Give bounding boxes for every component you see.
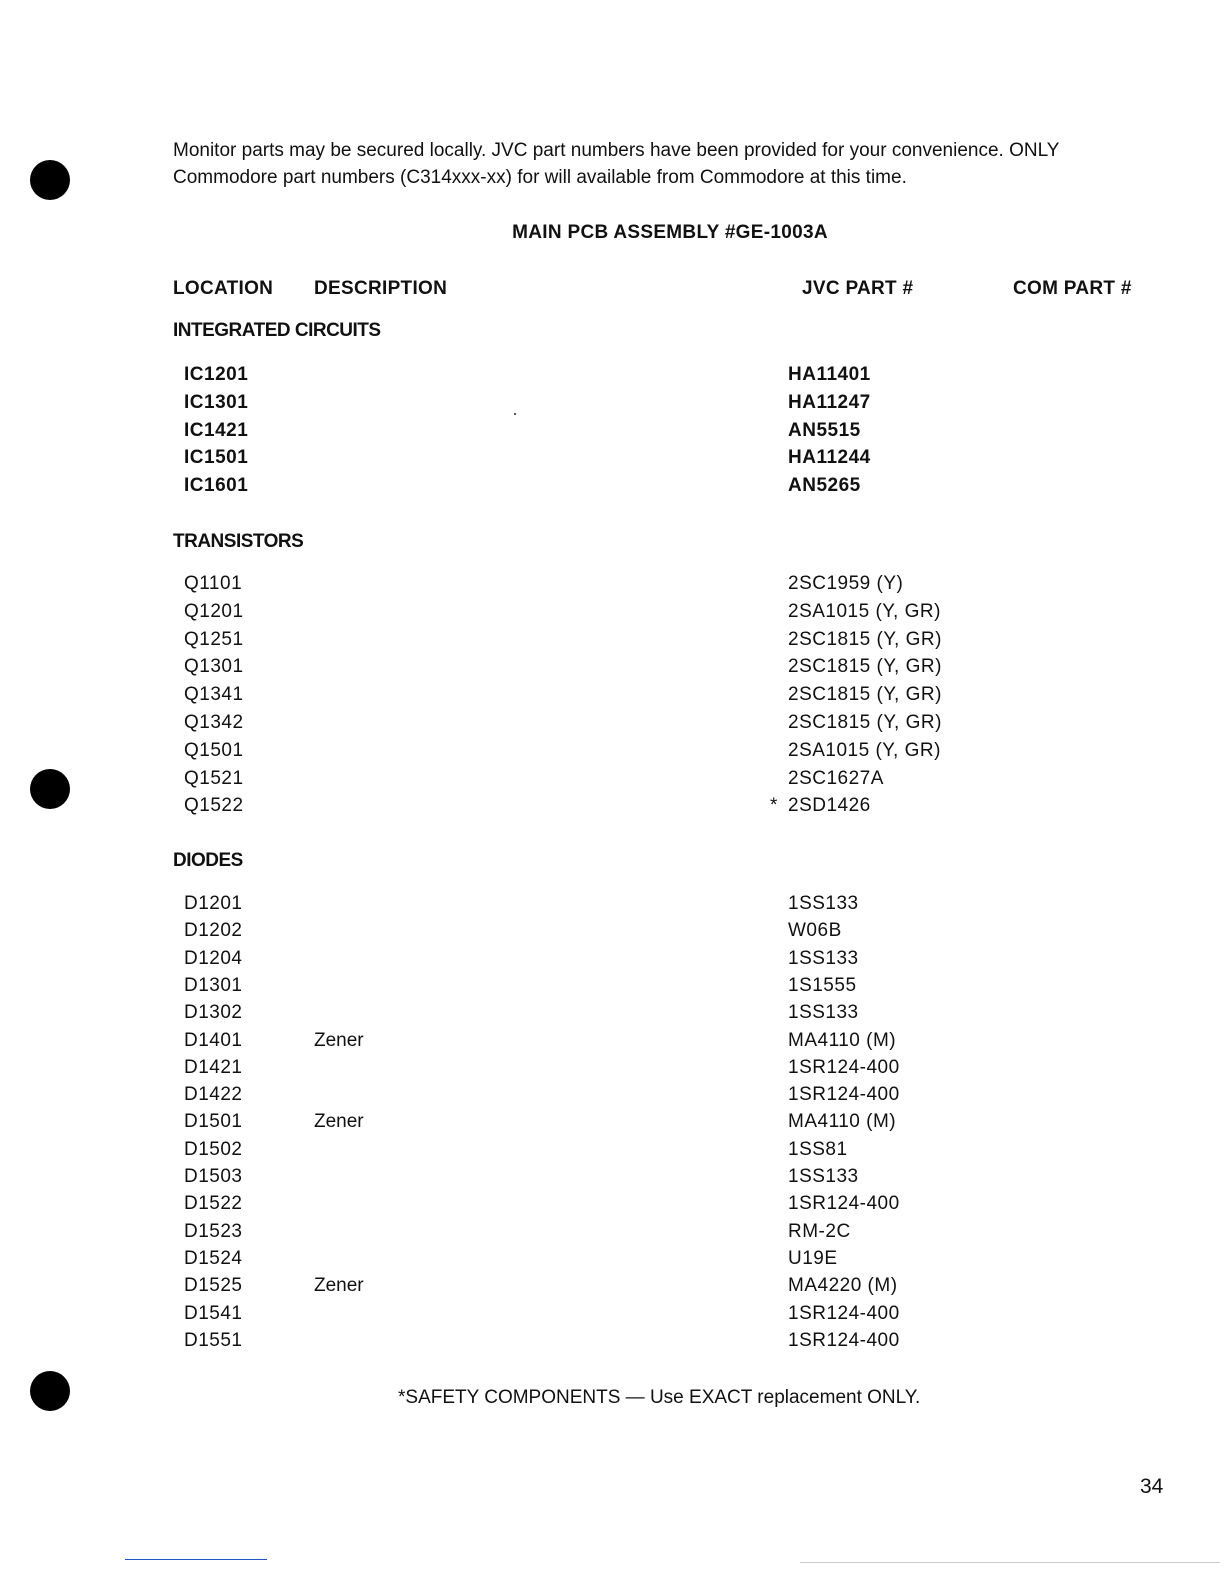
location-cell: Q1301 xyxy=(184,656,244,678)
location-cell: IC1201 xyxy=(184,364,249,385)
jvc-part-cell: AN5515 xyxy=(788,419,861,441)
location-cell: Q1521 xyxy=(184,767,244,789)
table-row xyxy=(0,1166,1224,1193)
jvc-part-cell: 2SC1815 (Y, GR) xyxy=(788,712,942,733)
jvc-part-cell: 2SA1015 (Y, GR) xyxy=(788,739,941,761)
jvc-part-cell: 2SC1815 (Y, GR) xyxy=(788,628,942,650)
jvc-part-cell: W06B xyxy=(788,920,842,942)
location-cell: D1503 xyxy=(184,1166,243,1187)
description-cell: Zener xyxy=(314,1111,364,1133)
table-row xyxy=(0,684,1224,711)
jvc-part-cell: 1SR124-400 xyxy=(788,1193,900,1215)
jvc-part-cell: 2SC1627A xyxy=(788,767,884,789)
jvc-part-cell: 2SC1815 (Y, GR) xyxy=(788,656,942,678)
description-cell: Zener xyxy=(314,1275,364,1297)
table-row xyxy=(0,601,1224,628)
table-row xyxy=(0,1330,1224,1357)
location-cell: Q1522 xyxy=(184,795,244,817)
jvc-part-cell: HA11247 xyxy=(788,391,871,413)
table-row xyxy=(0,573,1224,600)
jvc-part-cell: HA11244 xyxy=(788,447,871,469)
jvc-part-cell: 1SR124-400 xyxy=(788,1056,900,1078)
table-row xyxy=(0,795,1224,822)
section-heading-diodes: DIODES xyxy=(173,850,243,871)
location-cell: D1302 xyxy=(184,1002,243,1024)
location-cell: D1541 xyxy=(184,1302,243,1324)
table-row xyxy=(0,1303,1224,1330)
location-cell: D1422 xyxy=(184,1084,243,1106)
location-cell: IC1601 xyxy=(184,475,249,497)
jvc-part-cell: AN5265 xyxy=(788,475,861,497)
location-cell: D1421 xyxy=(184,1056,243,1078)
jvc-part-cell: 1SS133 xyxy=(788,893,859,914)
jvc-part-cell: MA4110 (M) xyxy=(788,1029,897,1051)
location-cell: D1202 xyxy=(184,920,243,942)
jvc-part-cell: MA4220 (M) xyxy=(788,1275,898,1297)
section-heading-transistors: TRANSISTORS xyxy=(173,531,304,552)
table-row xyxy=(0,1139,1224,1166)
table-row xyxy=(0,629,1224,656)
description-cell: Zener xyxy=(314,1029,364,1051)
table-row xyxy=(0,447,1224,474)
location-cell: D1204 xyxy=(184,947,243,969)
location-cell: D1551 xyxy=(184,1329,243,1351)
location-cell: Q1201 xyxy=(184,600,244,622)
jvc-part-cell: 1SS133 xyxy=(788,1002,859,1024)
jvc-part-cell: 1SR124-400 xyxy=(788,1084,900,1106)
table-row xyxy=(0,392,1224,419)
location-cell: IC1301 xyxy=(184,391,249,413)
jvc-part-cell: 2SA1015 (Y, GR) xyxy=(788,600,941,622)
page-title: MAIN PCB ASSEMBLY #GE-1003A xyxy=(512,222,828,243)
location-cell: D1525 xyxy=(184,1275,243,1297)
location-cell: Q1101 xyxy=(184,573,243,594)
table-row xyxy=(0,712,1224,739)
jvc-part-cell: RM-2C xyxy=(788,1220,851,1242)
location-cell: D1401 xyxy=(184,1029,243,1051)
table-row xyxy=(0,1057,1224,1084)
jvc-part-cell: HA11401 xyxy=(788,364,871,385)
table-row xyxy=(0,740,1224,767)
location-cell: D1524 xyxy=(184,1247,243,1269)
table-row xyxy=(0,1275,1224,1302)
table-row xyxy=(0,1030,1224,1057)
table-row xyxy=(0,475,1224,502)
header-location: LOCATION xyxy=(173,278,274,299)
table-row xyxy=(0,975,1224,1002)
location-cell: D1301 xyxy=(184,974,243,996)
location-cell: Q1341 xyxy=(184,684,244,706)
location-cell: D1201 xyxy=(184,893,243,914)
header-com-part: COM PART # xyxy=(1013,278,1132,299)
location-cell: IC1421 xyxy=(184,419,249,441)
jvc-part-cell: 1SR124-400 xyxy=(788,1302,900,1324)
jvc-part-cell: 2SD1426 xyxy=(788,795,871,817)
jvc-part-cell: 1SS81 xyxy=(788,1138,848,1160)
jvc-part-cell: 1SR124-400 xyxy=(788,1329,900,1351)
jvc-part-cell: 1SS133 xyxy=(788,1166,859,1187)
table-row xyxy=(0,893,1224,920)
jvc-part-cell: MA4110 (M) xyxy=(788,1111,897,1133)
location-cell: IC1501 xyxy=(184,447,249,469)
page-number: 34 xyxy=(1140,1475,1164,1498)
jvc-part-cell: 1SS133 xyxy=(788,947,859,969)
jvc-part-cell: 2SC1815 (Y, GR) xyxy=(788,684,942,706)
intro-paragraph: Monitor parts may be secured locally. JVC part numbers have been provided for your convenience. ONLY Commodore part numbers (C314xxx-xx) for will available from Commodore at this time. xyxy=(173,140,1060,188)
table-row xyxy=(0,364,1224,391)
table-row xyxy=(0,1193,1224,1220)
jvc-part-cell: 2SC1959 (Y) xyxy=(788,573,904,594)
table-row xyxy=(0,948,1224,975)
location-cell: Q1251 xyxy=(184,628,244,650)
bottom-rule-left xyxy=(125,1559,267,1560)
jvc-part-cell: 1S1555 xyxy=(788,974,857,996)
bottom-rule-right xyxy=(800,1562,1220,1563)
table-row xyxy=(0,420,1224,447)
table-row xyxy=(0,768,1224,795)
location-cell: D1523 xyxy=(184,1220,243,1242)
table-row xyxy=(0,1221,1224,1248)
location-cell: D1522 xyxy=(184,1193,243,1215)
header-description: DESCRIPTION xyxy=(314,278,448,299)
location-cell: Q1501 xyxy=(184,739,244,761)
safety-footnote: *SAFETY COMPONENTS — Use EXACT replacement ONLY. xyxy=(398,1387,921,1408)
header-jvc-part: JVC PART # xyxy=(802,278,914,299)
table-row xyxy=(0,920,1224,947)
section-heading-integrated-circuits: INTEGRATED CIRCUITS xyxy=(173,320,381,341)
table-row xyxy=(0,1248,1224,1275)
binder-hole-bottom xyxy=(30,1371,70,1411)
location-cell: Q1342 xyxy=(184,712,244,733)
safety-marker: * xyxy=(770,795,778,817)
location-cell: D1502 xyxy=(184,1138,243,1160)
table-row xyxy=(0,656,1224,683)
table-row xyxy=(0,1084,1224,1111)
table-row xyxy=(0,1002,1224,1029)
location-cell: D1501 xyxy=(184,1111,243,1133)
binder-hole-top xyxy=(30,160,70,200)
table-row xyxy=(0,1111,1224,1138)
jvc-part-cell: U19E xyxy=(788,1247,838,1269)
